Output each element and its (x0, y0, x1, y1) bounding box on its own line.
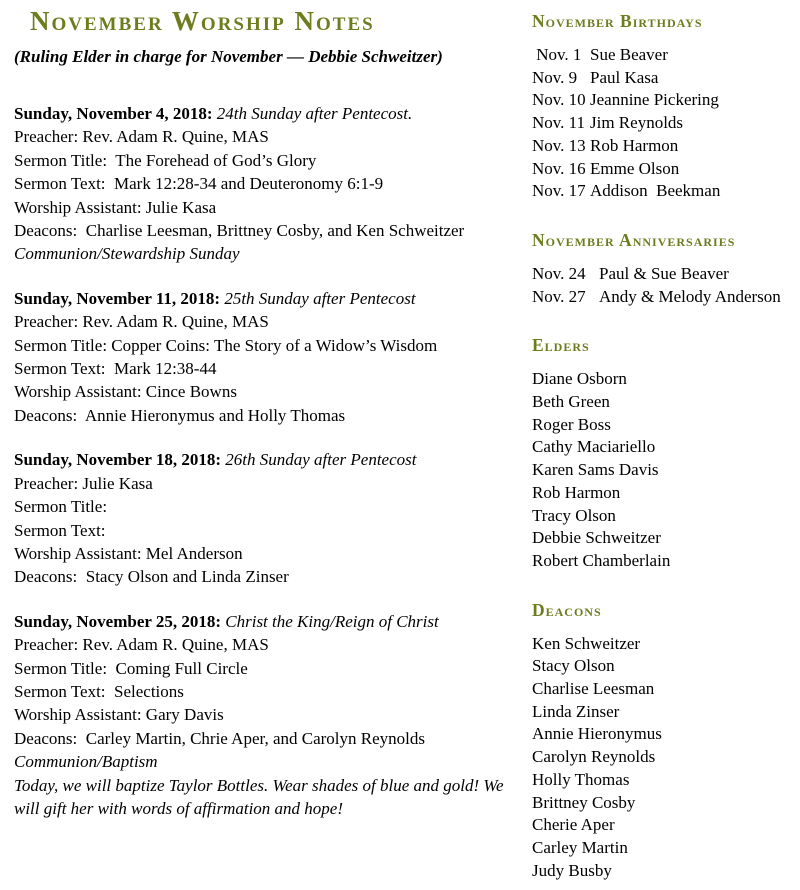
deacon-name: Annie Hieronymus (532, 724, 662, 744)
service-detail-line: Deacons: Annie Hieronymus and Holly Thomas (14, 405, 346, 425)
birthdays-heading: November Birthdays (532, 11, 703, 31)
elder-name: Karen Sams Davis (532, 460, 659, 480)
service-detail-line: Preacher: Rev. Adam R. Quine, MAS (14, 312, 269, 332)
date-label: Nov. 24 (532, 263, 586, 283)
date-label: Nov. 9 (532, 67, 578, 87)
deacon-name: Judy Busby (532, 860, 612, 880)
date-label: Nov. 11 (532, 113, 586, 133)
deacons-heading: Deacons (532, 599, 602, 620)
service-detail-line: Preacher: Rev. Adam R. Quine, MAS (14, 635, 269, 655)
anniversaries-heading: November Anniversaries (532, 229, 736, 250)
deacon-name: Carolyn Reynolds (532, 747, 656, 767)
deacon-name: Brittney Cosby (532, 792, 636, 812)
person-name: Emme Olson (590, 158, 680, 178)
anniversary-row (532, 286, 792, 309)
page-title: November Worship Notes (30, 6, 375, 36)
service-block (14, 287, 518, 427)
anniversary-row (532, 263, 792, 286)
service-date-line (14, 610, 518, 633)
elder-name: Diane Osborn (532, 369, 627, 389)
deacon-name: Cherie Aper (532, 815, 615, 835)
person-name: Addison Beekman (590, 181, 721, 201)
person-name: Rob Harmon (590, 135, 679, 155)
birthday-row (532, 158, 792, 181)
service-detail-line: Worship Assistant: Julie Kasa (14, 197, 217, 217)
service-occasion: 25th Sunday after Pentecost (224, 288, 416, 308)
anniversaries-list (532, 263, 792, 308)
service-date-line (14, 448, 518, 471)
service-detail-line: Worship Assistant: Gary Davis (14, 705, 224, 725)
service-block (14, 448, 518, 588)
service-block (14, 102, 518, 266)
elders-heading: Elders (532, 335, 590, 356)
elder-name: Cathy Maciariello (532, 437, 656, 457)
person-name: Jim Reynolds (590, 113, 684, 133)
person-name: Jeannine Pickering (590, 90, 719, 110)
person-name: Andy & Melody Anderson (599, 286, 781, 306)
elders-list (532, 368, 792, 572)
service-detail-line: Deacons: Stacy Olson and Linda Zinser (14, 567, 289, 587)
birthday-row (532, 180, 792, 203)
service-block (14, 610, 518, 821)
service-note: Communion/Baptism (14, 752, 158, 772)
elder-name: Beth Green (532, 392, 610, 412)
sidebar-column (518, 6, 792, 882)
service-detail-line: Preacher: Rev. Adam R. Quine, MAS (14, 127, 269, 147)
elder-name: Roger Boss (532, 414, 611, 434)
person-name: Paul & Sue Beaver (599, 263, 729, 283)
birthdays-list (532, 44, 792, 203)
service-detail-line: Deacons: Carley Martin, Chrie Aper, and Carolyn Reynolds (14, 728, 426, 748)
person-name: Sue Beaver (590, 45, 668, 64)
person-name: Paul Kasa (590, 67, 659, 87)
service-detail-line: Preacher: Julie Kasa (14, 473, 153, 493)
service-occasion: 26th Sunday after Pentecost (225, 450, 417, 470)
service-detail-line: Worship Assistant: Mel Anderson (14, 543, 243, 563)
service-detail-line: Sermon Text: Mark 12:28-34 and Deuteronomy 6:1-9 (14, 174, 384, 194)
service-detail-line: Sermon Text: Selections (14, 681, 184, 701)
services-list (14, 102, 518, 820)
deacon-name: Charlise Leesman (532, 679, 655, 699)
service-detail-line: Sermon Title: (14, 497, 108, 517)
date-label: Nov. 10 (532, 90, 586, 110)
service-date: Sunday, November 18, 2018: (14, 450, 226, 470)
elder-name: Tracy Olson (532, 505, 616, 525)
service-detail-line: Sermon Title: Coming Full Circle (14, 658, 248, 678)
service-note: Today, we will baptize Taylor Bottles. Wear shades of blue and gold! We will gift her with words of affirmation and hope! (14, 775, 508, 818)
service-detail-line: Sermon Text: (14, 520, 106, 540)
service-date: Sunday, November 11, 2018: (14, 288, 225, 308)
birthday-row (532, 44, 792, 67)
date-label: Nov. 13 (532, 135, 586, 155)
birthday-row (532, 89, 792, 112)
deacon-name: Stacy Olson (532, 656, 615, 676)
deacon-name: Linda Zinser (532, 701, 620, 721)
service-occasion: 24th Sunday after Pentecost. (216, 104, 413, 123)
service-note: Communion/Stewardship Sunday (14, 244, 240, 264)
birthday-row (532, 135, 792, 158)
service-date: Sunday, November 4, 2018: (14, 104, 217, 123)
date-label: Nov. 16 (532, 158, 586, 178)
birthday-row (532, 112, 792, 135)
date-label: Nov. 27 (532, 286, 586, 306)
worship-notes-column (14, 6, 518, 882)
ruling-elder-note: (Ruling Elder in charge for November — Debbie Schweitzer) (14, 47, 443, 66)
service-date-line (14, 287, 518, 310)
elder-name: Robert Chamberlain (532, 550, 671, 570)
date-label: Nov. 17 (532, 181, 586, 201)
service-detail-line: Sermon Title: Copper Coins: The Story of a Widow’s Wisdom (14, 335, 438, 355)
service-date: Sunday, November 25, 2018: (14, 611, 226, 631)
birthday-row (532, 67, 792, 90)
deacon-name: Ken Schweitzer (532, 633, 641, 653)
service-detail-line: Sermon Title: The Forehead of God’s Glory (14, 150, 317, 170)
deacon-name: Holly Thomas (532, 769, 630, 789)
service-detail-line: Worship Assistant: Cince Bowns (14, 382, 237, 402)
service-detail-line: Deacons: Charlise Leesman, Brittney Cosby, and Ken Schweitzer (14, 221, 465, 241)
service-occasion: Christ the King/Reign of Christ (225, 611, 439, 631)
deacon-name: Carley Martin (532, 837, 628, 857)
service-detail-line: Sermon Text: Mark 12:38-44 (14, 359, 217, 379)
elder-name: Rob Harmon (532, 482, 621, 502)
date-label: Nov. 1 (532, 45, 582, 64)
elder-name: Debbie Schweitzer (532, 528, 661, 548)
service-date-line (14, 102, 518, 125)
